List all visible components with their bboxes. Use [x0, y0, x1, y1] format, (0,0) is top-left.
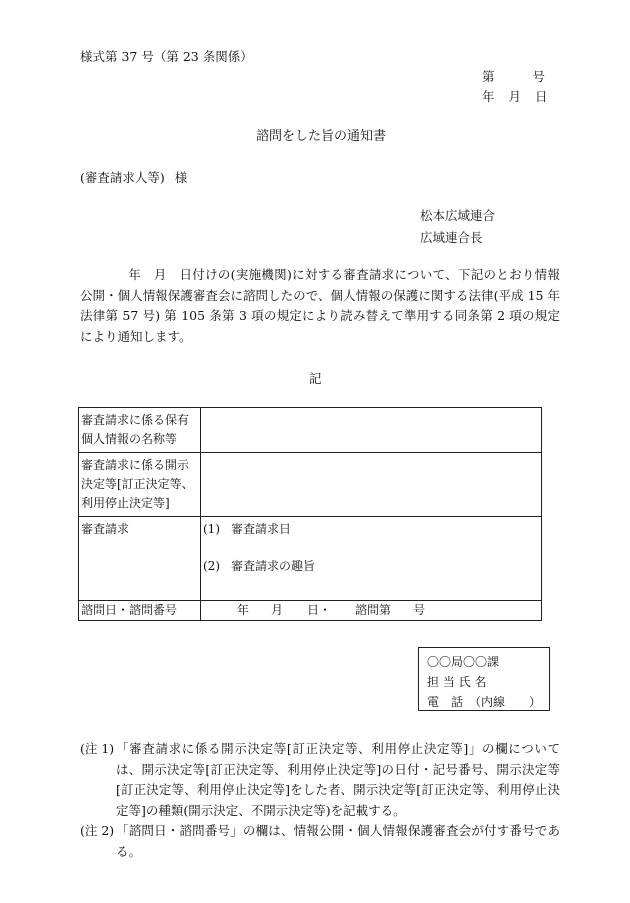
contact-department: 〇〇局〇〇課 [427, 655, 500, 669]
table-row [79, 453, 542, 517]
note-2 [80, 821, 560, 862]
inquiry-number-prefix: 諮問第 [355, 603, 392, 617]
review-request-purpose-label: 審査請求の趣旨 [231, 559, 316, 573]
issue-date-day: 日 [535, 89, 548, 104]
table-row [79, 517, 542, 601]
table-value-inquiry [201, 601, 542, 621]
table-label-personal-info: 審査請求に係る保有個人情報の名称等 [79, 408, 201, 453]
note-1 [80, 739, 560, 821]
note-1-text: 「審査請求に係る開示決定等[訂正決定等、利用停止決定等]」の欄については、開示決定等[訂正決定等、利用停止決定等]の日付・記号番号、開示決定等[訂正決定等、利用停止決定等]をした者、開示決定等[訂正決定等、利用停止決定等]の種類(開示決定、不開示決定等)を記載する。 [116, 741, 560, 818]
item-number: (2) [203, 559, 220, 573]
addressee [80, 172, 187, 185]
inquiry-number-suffix: 号 [413, 603, 426, 617]
form-number-label: 様式第 37 号（第 23 条関係） [80, 49, 253, 64]
number-prefix: 第 [482, 69, 495, 84]
contact-phone: 電 話 （内線 ） [427, 695, 542, 709]
table-row [79, 408, 542, 453]
issue-date-month: 月 [508, 89, 522, 104]
table-value-disclosure-decision [201, 453, 542, 517]
sender-title: 広域連合長 [420, 230, 483, 245]
issue-date-year: 年 [482, 89, 495, 104]
table-value-personal-info [201, 408, 542, 453]
note-2-text: 「諮問日・諮問番号」の欄は、情報公開・個人情報保護審査会が付す番号である。 [116, 823, 560, 859]
note-1-tag: (注 1) [80, 741, 115, 756]
body-date-month: 月 [153, 267, 167, 282]
addressee-suffix: 様 [174, 170, 188, 185]
contact-box [418, 647, 550, 711]
inquiry-day: 日・ [307, 603, 332, 617]
contact-person: 担 当 氏 名 [427, 675, 487, 689]
addressee-name: (審査請求人等) [80, 170, 165, 185]
document-number [482, 71, 545, 84]
inquiry-month: 月 [271, 603, 284, 617]
table-label-disclosure-decision: 審査請求に係る開示決定等[訂正決定等、利用停止決定等] [79, 453, 201, 517]
document-title: 諮問をした旨の通知書 [256, 129, 387, 144]
item-number: (1) [203, 522, 220, 536]
review-request-date-label: 審査請求日 [231, 522, 292, 536]
number-suffix: 号 [532, 69, 546, 84]
table-value-review-request [201, 517, 542, 601]
body-date-year: 年 [128, 267, 142, 282]
body-text: 日付けの(実施機関)に対する審査請求について、下記のとおり情報公開・個人情報保護審査会に諮問したので、個人情報の保護に関する法律(平成 15 年法律第 57 号) 第 105 条第 3 項の規定により読み替えて準用する同条第 2 項の規定により通知します。 [80, 267, 560, 344]
note-2-tag: (注 2) [80, 823, 115, 838]
notice-body [80, 265, 560, 347]
table-label-review-request: 審査請求 [79, 517, 201, 601]
inquiry-year: 年 [237, 603, 250, 617]
issue-date [482, 91, 548, 104]
table-row [79, 601, 542, 621]
sender-organization: 松本広域連合 [420, 208, 496, 223]
ki-heading: 記 [309, 371, 322, 386]
table-label-inquiry: 諮問日・諮問番号 [79, 601, 201, 621]
record-table [78, 407, 542, 621]
